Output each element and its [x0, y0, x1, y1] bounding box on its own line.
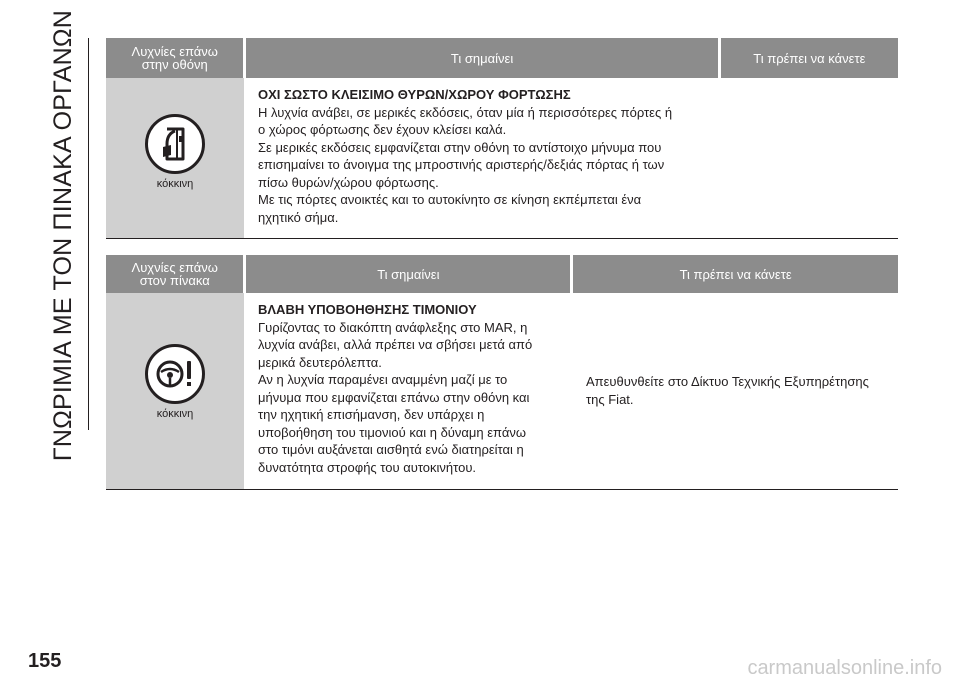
table-header	[106, 38, 898, 78]
page-number: 155	[28, 650, 62, 672]
action-text: της Fiat.	[586, 391, 634, 407]
table-row	[106, 78, 898, 239]
table-header	[106, 255, 898, 293]
meaning-line: Σε μερικές εκδόσεις εμφανίζεται στην οθόνη το αντίστοιχο μήνυμα που	[258, 139, 662, 155]
action-cell	[720, 78, 898, 238]
watermark: carmanualsonline.info	[747, 657, 942, 679]
table-row	[106, 293, 898, 490]
icon-cell	[106, 78, 244, 238]
warning-title: ΒΛΑΒΗ ΥΠΟΒΟΗΘΗΣΗΣ ΤΙΜΟΝΙΟΥ	[258, 302, 477, 317]
meaning-line: μερικά δευτερόλεπτα.	[258, 354, 382, 370]
header-action: Τι πρέπει να κάνετε	[679, 266, 792, 282]
steering-wheel-warning-icon	[145, 344, 205, 404]
meaning-line: δυνατότητα στροφής του αυτοκινήτου.	[258, 459, 477, 475]
action-cell	[572, 293, 898, 489]
warning-table-display	[106, 38, 898, 239]
header-meaning: Τι σημαίνει	[246, 255, 573, 293]
meaning-line: την ηχητική επισήμανση, δεν υπάρχει η	[258, 407, 485, 422]
meaning-line: ηχητικό σήμα.	[258, 209, 339, 225]
meaning-line: Αν η λυχνία παραμένει αναμμένη μαζί με το	[258, 372, 508, 387]
warning-title: ΟΧΙ ΣΩΣΤΟ ΚΛΕΙΣΙΜΟ ΘΥΡΩΝ/ΧΩΡΟΥ ΦΟΡΤΩΣΗΣ	[258, 87, 571, 102]
meaning-cell	[244, 78, 720, 238]
header-meaning: Τι σημαίνει	[246, 38, 720, 78]
warning-table-panel	[106, 255, 898, 490]
meaning-line: ο χώρος φόρτωσης δεν έχουν κλείσει καλά.	[258, 122, 507, 137]
meaning-line: λυχνία ανάβει, αλλά πρέπει να σβήσει μετά από	[258, 337, 533, 352]
icon-color-label: κόκκινη	[156, 178, 194, 190]
meaning-cell	[244, 293, 572, 489]
icon-color-label: κόκκινη	[156, 408, 194, 420]
meaning-line: Γυρίζοντας το διακόπτη ανάφλεξης στο MAR, η	[258, 319, 528, 335]
door-open-icon	[145, 114, 205, 174]
header-lamps-panel: Λυχνίες επάνω στον πίνακα	[106, 255, 246, 293]
meaning-line: Η λυχνία ανάβει, σε μερικές εκδόσεις, όταν μία ή περισσότερες πόρτες ή	[258, 104, 673, 120]
section-title: ΓΝΩΡΙΜΙΑ ΜΕ ΤΟΝ ΠΙΝΑΚΑ ΟΡΓΑΝΩΝ	[49, 9, 78, 461]
meaning-line: πίσω θυρών/χώρου φόρτωσης.	[258, 174, 439, 190]
icon-cell	[106, 293, 244, 489]
meaning-line: στο τιμόνι αυξάνεται αισθητά ενώ διατηρείται η	[258, 442, 524, 457]
header-action: Τι πρέπει να κάνετε	[753, 50, 866, 66]
action-text: Απευθυνθείτε στο Δίκτυο Τεχνικής Εξυπηρέτησης	[586, 374, 869, 389]
meaning-line: επισημαίνει το άνοιγμα της μπροστινής αριστερής/δεξιάς πόρτας ή των	[258, 157, 665, 172]
meaning-line: μήνυμα που εμφανίζεται επάνω στην οθόνη και	[258, 389, 530, 405]
side-divider	[88, 38, 89, 430]
meaning-line: υποβοήθηση του τιμονιού και η δύναμη επάνω	[258, 424, 527, 440]
meaning-line: Με τις πόρτες ανοικτές και το αυτοκίνητο σε κίνηση εκπέμπεται ένα	[258, 192, 642, 207]
header-lamps-display: Λυχνίες επάνω στην οθόνη	[106, 38, 246, 78]
